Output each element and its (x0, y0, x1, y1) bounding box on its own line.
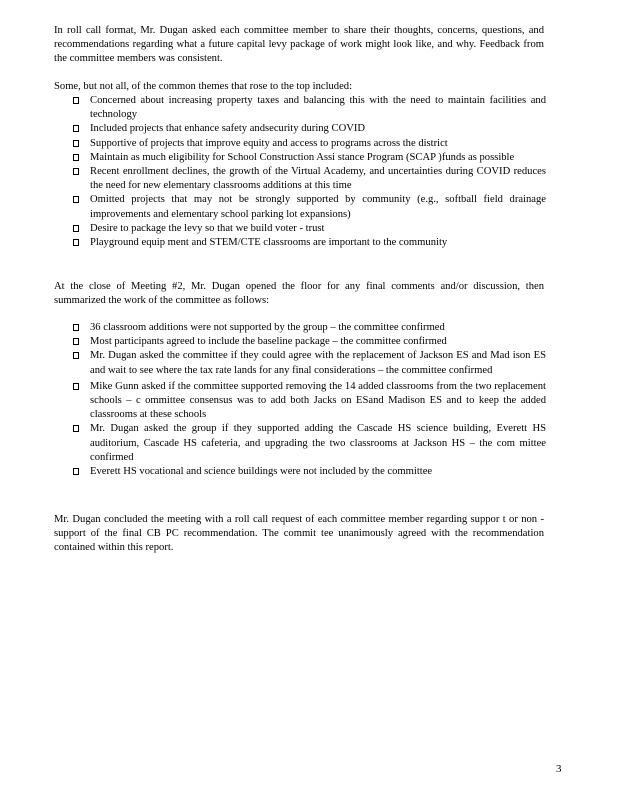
list-item: Recent enrollment declines, the growth of the Virtual Academy, and uncertainties during COVID reduces the need for new elementary classrooms additions at this time (54, 165, 546, 193)
bullet-icon (73, 97, 79, 104)
list-item: Included projects that enhance safety andsecurity during COVID (54, 122, 546, 136)
bullet-icon (73, 338, 79, 345)
conclusion-paragraph: Mr. Dugan concluded the meeting with a roll call request of each committee member regarding suppor t or non - support of the final CB PC recommendation. The commit tee unanimously agreed with the recommendation contained within this report. (54, 514, 544, 554)
summary-list (54, 321, 546, 479)
list-item: Desire to package the levy so that we build voter - trust (54, 222, 546, 236)
themes-intro: Some, but not all, of the common themes that rose to the top included: (54, 81, 353, 92)
intro-paragraph: In roll call format, Mr. Dugan asked each committee member to share their thoughts, concerns, questions, and recommendations regarding what a future capital levy package of work might look like, and why. Feedback from the committee members was consistent. (54, 25, 544, 65)
list-item: Maintain as much eligibility for School Construction Assi stance Program (SCAP )funds as possible (54, 151, 546, 165)
bullet-icon (73, 225, 79, 232)
themes-list (54, 94, 546, 250)
bullet-icon (73, 383, 79, 390)
list-item: Supportive of projects that improve equity and access to programs across the district (54, 137, 546, 151)
bullet-icon (73, 425, 79, 432)
bullet-icon (73, 468, 79, 475)
bullet-icon (73, 140, 79, 147)
bullet-icon (73, 168, 79, 175)
bullet-icon (73, 324, 79, 331)
list-item: Omitted projects that may not be strongly supported by community (e.g., softball field drainage improvements and elementary school parking lot expansions) (54, 193, 546, 221)
list-item: Everett HS vocational and science buildings were not included by the committee (54, 465, 546, 479)
bullet-icon (73, 196, 79, 203)
bullet-icon (73, 154, 79, 161)
bullet-icon (73, 352, 79, 359)
list-item: 36 classroom additions were not supported by the group – the committee confirmed (54, 321, 546, 335)
bullet-icon (73, 239, 79, 246)
page-number: 3 (556, 763, 562, 775)
close-intro: At the close of Meeting #2, Mr. Dugan opened the floor for any final comments and/or discussion, then summarized the work of the committee as follows: (54, 281, 544, 307)
list-item: Mr. Dugan asked the committee if they could agree with the replacement of Jackson ES and Mad ison ES and wait to see where the tax rate lands for any final considerations – the committee confirmed (54, 349, 546, 377)
list-item: Mike Gunn asked if the committee supported removing the 14 added classrooms from the two replacement schools – c ommittee consensus was to add both Jacks on ESand Madison ES and to keep the added classrooms at these schools (54, 380, 546, 423)
list-item: Most participants agreed to include the baseline package – the committee confirmed (54, 335, 546, 349)
bullet-icon (73, 125, 79, 132)
list-item: Playground equip ment and STEM/CTE classrooms are important to the community (54, 236, 546, 250)
list-item: Concerned about increasing property taxes and balancing this with the need to maintain facilities and technology (54, 94, 546, 122)
list-item: Mr. Dugan asked the group if they supported adding the Cascade HS science building, Everett HS auditorium, Cascade HS cafeteria, and upgrading the two classrooms at Jackson HS – the com mittee confirmed (54, 422, 546, 465)
